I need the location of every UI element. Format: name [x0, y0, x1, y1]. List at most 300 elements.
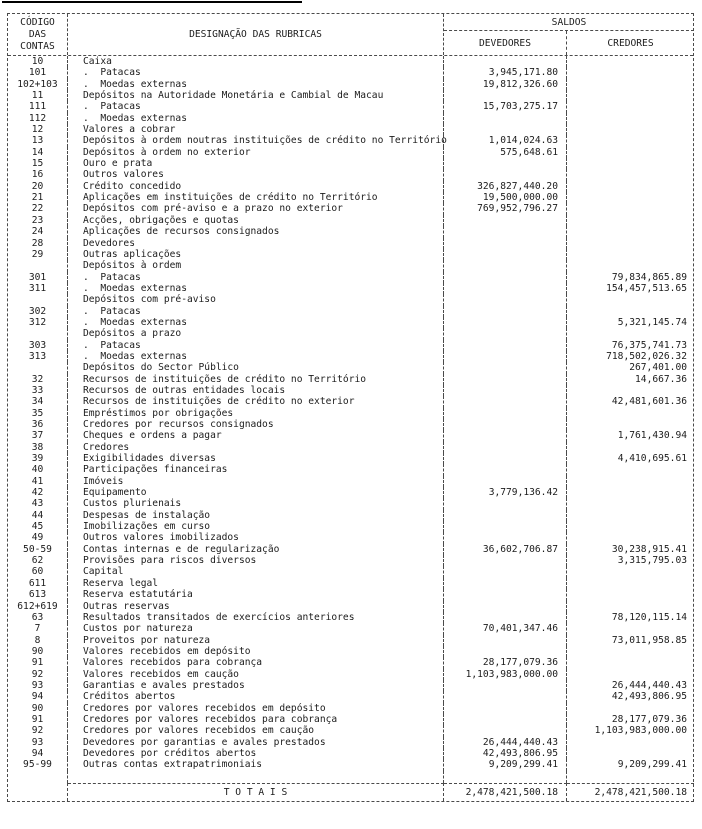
devedores-cell	[444, 419, 567, 430]
account-code-cell: 111	[8, 101, 68, 112]
table-row	[8, 385, 693, 396]
totals-devedores: 2,478,421,500.18	[444, 783, 567, 801]
table-row	[8, 737, 693, 748]
table-row	[8, 374, 693, 385]
account-code-cell: 15	[8, 158, 68, 169]
table-row	[8, 283, 693, 294]
devedores-cell	[444, 601, 567, 612]
designation-cell: Capital	[68, 566, 444, 577]
account-code-cell	[8, 362, 68, 373]
account-code-cell: 90	[8, 646, 68, 657]
account-code-cell: 12	[8, 124, 68, 135]
devedores-cell	[444, 351, 567, 362]
devedores-cell: 326,827,440.20	[444, 181, 567, 192]
credores-cell	[567, 487, 694, 498]
designation-cell: Imóveis	[68, 476, 444, 487]
credores-cell	[567, 498, 694, 509]
account-code-cell: 8	[8, 635, 68, 646]
devedores-cell	[444, 340, 567, 351]
credores-cell	[567, 601, 694, 612]
account-code-cell: 62	[8, 555, 68, 566]
column-header-saldos	[444, 14, 694, 55]
account-code-cell: 613	[8, 589, 68, 600]
devedores-cell: 19,500,000.00	[444, 192, 567, 203]
designation-cell: Depósitos na Autoridade Monetária e Cambial de Macau	[68, 90, 444, 101]
column-header-code-line: CONTAS	[20, 41, 55, 52]
credores-cell: 3,315,795.03	[617, 555, 687, 567]
devedores-cell	[444, 703, 567, 714]
table-row	[8, 306, 693, 317]
account-code-cell: 13	[8, 135, 68, 146]
designation-cell: Credores	[68, 442, 444, 453]
credores-cell: 718,502,026.32	[606, 350, 687, 362]
table-row	[8, 362, 693, 373]
table-row	[8, 79, 693, 90]
designation-cell: Outras aplicações	[68, 249, 444, 260]
designation-cell: Credores por valores recebidos em depósito	[68, 703, 444, 714]
credores-cell	[567, 249, 694, 260]
credores-cell	[567, 510, 694, 521]
credores-cell	[567, 113, 694, 124]
designation-cell: . Patacas	[68, 306, 444, 317]
account-code-cell: 39	[8, 453, 68, 464]
designation-cell: Depósitos à ordem no exterior	[68, 147, 444, 158]
account-code-cell: 301	[8, 272, 68, 283]
table-row	[8, 408, 693, 419]
credores-cell	[567, 306, 694, 317]
devedores-cell	[444, 430, 567, 441]
credores-cell	[567, 703, 694, 714]
designation-cell: Outras reservas	[68, 601, 444, 612]
table-row	[8, 510, 693, 521]
devedores-cell: 70,401,347.46	[444, 623, 567, 634]
designation-cell: Proveitos por natureza	[68, 635, 444, 646]
account-code-cell: 302	[8, 306, 68, 317]
designation-cell: Depósitos a prazo	[68, 328, 444, 339]
designation-cell: Garantias e avales prestados	[68, 680, 444, 691]
devedores-cell	[444, 555, 567, 566]
devedores-cell: 1,103,983,000.00	[444, 669, 567, 680]
credores-cell	[567, 135, 694, 146]
devedores-cell	[444, 385, 567, 396]
credores-cell: 1,103,983,000.00	[594, 725, 687, 737]
account-code-cell: 49	[8, 532, 68, 543]
devedores-cell	[444, 90, 567, 101]
designation-cell: Empréstimos por obrigações	[68, 408, 444, 419]
table-row	[8, 476, 693, 487]
table-row	[8, 158, 693, 169]
table-row	[8, 714, 693, 725]
devedores-cell	[444, 328, 567, 339]
designation-cell: Provisões para riscos diversos	[68, 555, 444, 566]
account-code-cell: 44	[8, 510, 68, 521]
account-code-cell: 92	[8, 725, 68, 736]
designation-cell: . Patacas	[68, 101, 444, 112]
designation-cell: Resultados transitados de exercícios anteriores	[68, 612, 444, 623]
designation-cell: . Moedas externas	[68, 283, 444, 294]
designation-cell: Devedores	[68, 238, 444, 249]
account-code-cell: 45	[8, 521, 68, 532]
designation-cell: . Moedas externas	[68, 79, 444, 90]
credores-cell	[567, 226, 694, 237]
designation-cell: Crédito concedido	[68, 181, 444, 192]
account-code-cell	[8, 294, 68, 305]
devedores-cell	[444, 578, 567, 589]
devedores-cell	[444, 374, 567, 385]
devedores-cell	[444, 260, 567, 271]
devedores-cell	[444, 317, 567, 328]
totals-row	[8, 783, 693, 801]
account-code-cell	[8, 328, 68, 339]
account-code-cell: 112	[8, 113, 68, 124]
credores-cell	[567, 181, 694, 192]
credores-cell: 154,457,513.65	[606, 282, 687, 294]
table-row	[8, 67, 693, 78]
credores-cell: 78,120,115.14	[611, 611, 687, 623]
credores-cell	[567, 408, 694, 419]
table-row	[8, 328, 693, 339]
credores-cell: 28,177,079.36	[611, 713, 687, 725]
devedores-cell	[444, 589, 567, 600]
table-row	[8, 498, 693, 509]
column-header-code	[8, 14, 68, 55]
designation-cell: Depósitos à ordem	[68, 260, 444, 271]
credores-cell	[567, 101, 694, 112]
account-code-cell: 612+619	[8, 601, 68, 612]
credores-cell	[567, 294, 694, 305]
designation-cell: Credores por valores recebidos para cobrança	[68, 714, 444, 725]
account-code-cell: 93	[8, 680, 68, 691]
column-header-code-line: CÓDIGO	[20, 17, 55, 28]
account-code-cell: 24	[8, 226, 68, 237]
devedores-cell	[444, 510, 567, 521]
devedores-cell	[444, 498, 567, 509]
table-row	[8, 113, 693, 124]
table-row	[8, 90, 693, 101]
designation-cell: Ouro e prata	[68, 158, 444, 169]
table-row	[8, 226, 693, 237]
designation-cell: Aplicações de recursos consignados	[68, 226, 444, 237]
designation-cell: Participações financeiras	[68, 464, 444, 475]
designation-cell: Depósitos do Sector Público	[68, 362, 444, 373]
account-code-cell: 42	[8, 487, 68, 498]
credores-cell: 14,667.36	[635, 373, 687, 385]
table-row	[8, 657, 693, 668]
table-body	[8, 56, 693, 771]
credores-cell: 42,493,806.95	[611, 691, 687, 703]
designation-cell: Credores por valores recebidos em caução	[68, 725, 444, 736]
devedores-cell: 9,209,299.41	[444, 759, 567, 770]
table-row	[8, 215, 693, 226]
account-code-cell: 312	[8, 317, 68, 328]
designation-cell: Devedores por créditos abertos	[68, 748, 444, 759]
account-code-cell: 32	[8, 374, 68, 385]
devedores-cell: 42,493,806.95	[444, 748, 567, 759]
account-code-cell: 91	[8, 657, 68, 668]
devedores-cell	[444, 362, 567, 373]
devedores-cell	[444, 521, 567, 532]
table-row	[8, 124, 693, 135]
devedores-cell	[444, 238, 567, 249]
designation-cell: . Patacas	[68, 67, 444, 78]
devedores-cell	[444, 691, 567, 702]
table-row	[8, 680, 693, 691]
devedores-cell	[444, 56, 567, 67]
saldos-group-label: SALDOS	[444, 14, 694, 31]
designation-cell: . Moedas externas	[68, 113, 444, 124]
designation-cell: Equipamento	[68, 487, 444, 498]
table-row	[8, 396, 693, 407]
table-row	[8, 725, 693, 736]
credores-cell	[567, 79, 694, 90]
balance-table	[7, 13, 694, 802]
designation-cell: Imobilizações em curso	[68, 521, 444, 532]
column-header-designation: DESIGNAÇÃO DAS RUBRICAS	[68, 14, 444, 55]
credores-cell	[567, 476, 694, 487]
credores-cell	[567, 578, 694, 589]
account-code-cell: 10	[8, 56, 68, 67]
table-row	[8, 203, 693, 214]
table-row	[8, 623, 693, 634]
devedores-cell	[444, 646, 567, 657]
table-row	[8, 612, 693, 623]
devedores-cell	[444, 680, 567, 691]
account-code-cell: 41	[8, 476, 68, 487]
account-code-cell: 43	[8, 498, 68, 509]
table-row	[8, 419, 693, 430]
credores-cell	[567, 521, 694, 532]
account-code-cell: 37	[8, 430, 68, 441]
devedores-cell	[444, 442, 567, 453]
designation-cell: Reserva estatutária	[68, 589, 444, 600]
designation-cell: . Moedas externas	[68, 351, 444, 362]
devedores-cell: 26,444,440.43	[444, 737, 567, 748]
account-code-cell: 94	[8, 691, 68, 702]
table-row	[8, 589, 693, 600]
table-row	[8, 748, 693, 759]
credores-cell	[567, 532, 694, 543]
table-row	[8, 544, 693, 555]
account-code-cell: 93	[8, 737, 68, 748]
credores-cell: 1,761,430.94	[617, 430, 687, 442]
account-code-cell: 311	[8, 283, 68, 294]
totals-credores: 2,478,421,500.18	[567, 783, 694, 801]
credores-cell	[567, 419, 694, 430]
credores-cell: 42,481,601.36	[611, 396, 687, 408]
designation-cell: Contas internas e de regularização	[68, 544, 444, 555]
credores-cell	[567, 464, 694, 475]
account-code-cell: 16	[8, 169, 68, 180]
credores-cell: 26,444,440.43	[611, 679, 687, 691]
account-code-cell: 35	[8, 408, 68, 419]
account-code-cell: 60	[8, 566, 68, 577]
account-code-cell: 91	[8, 714, 68, 725]
table-row	[8, 340, 693, 351]
devedores-cell	[444, 226, 567, 237]
table-row	[8, 532, 693, 543]
designation-cell: Aplicações em instituições de crédito no Território	[68, 192, 444, 203]
column-header-devedores: DEVEDORES	[444, 31, 567, 55]
devedores-cell	[444, 158, 567, 169]
credores-cell	[567, 623, 694, 634]
devedores-cell	[444, 408, 567, 419]
table-row	[8, 464, 693, 475]
devedores-cell: 19,812,326.60	[444, 79, 567, 90]
table-row	[8, 135, 693, 146]
designation-cell: Créditos abertos	[68, 691, 444, 702]
designation-cell: Outros valores imobilizados	[68, 532, 444, 543]
table-row	[8, 147, 693, 158]
designation-cell: Custos por natureza	[68, 623, 444, 634]
credores-cell: 73,011,958.85	[611, 634, 687, 646]
devedores-cell: 36,602,706.87	[444, 544, 567, 555]
account-code-cell: 92	[8, 669, 68, 680]
account-code-cell: 33	[8, 385, 68, 396]
designation-cell: Valores recebidos para cobrança	[68, 657, 444, 668]
devedores-cell	[444, 725, 567, 736]
table-row	[8, 317, 693, 328]
table-row	[8, 566, 693, 577]
account-code-cell: 11	[8, 90, 68, 101]
table-row	[8, 578, 693, 589]
credores-cell	[567, 147, 694, 158]
devedores-cell: 1,014,024.63	[444, 135, 567, 146]
designation-cell: Recursos de outras entidades locais	[68, 385, 444, 396]
table-row	[8, 169, 693, 180]
table-row	[8, 635, 693, 646]
devedores-cell	[444, 532, 567, 543]
account-code-cell: 34	[8, 396, 68, 407]
credores-cell: 5,321,145.74	[617, 316, 687, 328]
account-code-cell: 50-59	[8, 544, 68, 555]
devedores-cell	[444, 566, 567, 577]
totals-code-cell	[8, 783, 68, 801]
account-code-cell: 28	[8, 238, 68, 249]
devedores-cell: 15,703,275.17	[444, 101, 567, 112]
designation-cell: Caixa	[68, 56, 444, 67]
designation-cell: Credores por recursos consignados	[68, 419, 444, 430]
credores-cell: 9,209,299.41	[617, 759, 687, 771]
credores-cell	[567, 385, 694, 396]
designation-cell: Recursos de instituições de crédito no exterior	[68, 396, 444, 407]
devedores-cell	[444, 453, 567, 464]
credores-cell	[567, 90, 694, 101]
table-header	[8, 14, 693, 56]
table-row	[8, 521, 693, 532]
devedores-cell	[444, 464, 567, 475]
table-row	[8, 181, 693, 192]
table-row	[8, 101, 693, 112]
devedores-cell	[444, 215, 567, 226]
devedores-cell	[444, 283, 567, 294]
account-code-cell: 23	[8, 215, 68, 226]
credores-cell	[567, 124, 694, 135]
table-row	[8, 192, 693, 203]
table-row	[8, 272, 693, 283]
designation-cell: Depósitos com pré-aviso e a prazo no exterior	[68, 203, 444, 214]
designation-cell: Valores a cobrar	[68, 124, 444, 135]
credores-cell: 4,410,695.61	[617, 453, 687, 465]
account-code-cell: 101	[8, 67, 68, 78]
credores-cell	[567, 203, 694, 214]
designation-cell: Custos plurienais	[68, 498, 444, 509]
account-code-cell: 63	[8, 612, 68, 623]
designation-cell: Valores recebidos em depósito	[68, 646, 444, 657]
table-row	[8, 691, 693, 702]
account-code-cell: 303	[8, 340, 68, 351]
credores-cell	[567, 169, 694, 180]
credores-cell	[567, 566, 694, 577]
table-row	[8, 453, 693, 464]
devedores-cell: 3,779,136.42	[444, 487, 567, 498]
table-row	[8, 487, 693, 498]
devedores-cell	[444, 396, 567, 407]
account-code-cell: 38	[8, 442, 68, 453]
account-code-cell: 94	[8, 748, 68, 759]
table-row	[8, 260, 693, 271]
table-row	[8, 669, 693, 680]
account-code-cell: 20	[8, 181, 68, 192]
account-code-cell: 611	[8, 578, 68, 589]
credores-cell	[567, 442, 694, 453]
account-code-cell: 40	[8, 464, 68, 475]
designation-cell: Outras contas extrapatrimoniais	[68, 759, 444, 770]
table-row	[8, 555, 693, 566]
account-code-cell: 90	[8, 703, 68, 714]
devedores-cell	[444, 635, 567, 646]
designation-cell: Valores recebidos em caução	[68, 669, 444, 680]
credores-cell	[567, 238, 694, 249]
account-code-cell: 313	[8, 351, 68, 362]
designation-cell: Cheques e ordens a pagar	[68, 430, 444, 441]
designation-cell: . Moedas externas	[68, 317, 444, 328]
credores-cell: 30,238,915.41	[611, 543, 687, 555]
account-code-cell: 21	[8, 192, 68, 203]
designation-cell: Devedores por garantias e avales prestados	[68, 737, 444, 748]
devedores-cell	[444, 612, 567, 623]
devedores-cell	[444, 113, 567, 124]
devedores-cell	[444, 272, 567, 283]
credores-cell: 267,401.00	[629, 362, 687, 374]
devedores-cell	[444, 169, 567, 180]
designation-cell: Exigibilidades diversas	[68, 453, 444, 464]
designation-cell: Outros valores	[68, 169, 444, 180]
devedores-cell	[444, 124, 567, 135]
devedores-cell: 28,177,079.36	[444, 657, 567, 668]
table-row	[8, 442, 693, 453]
credores-cell	[567, 748, 694, 759]
account-code-cell	[8, 260, 68, 271]
devedores-cell	[444, 306, 567, 317]
table-row	[8, 56, 693, 67]
account-code-cell: 95-99	[8, 759, 68, 770]
designation-cell: Reserva legal	[68, 578, 444, 589]
designation-cell: Depósitos com pré-aviso	[68, 294, 444, 305]
designation-cell: . Patacas	[68, 272, 444, 283]
table-row	[8, 703, 693, 714]
credores-cell	[567, 328, 694, 339]
scan-edge-artifact	[2, 1, 302, 3]
devedores-cell	[444, 476, 567, 487]
account-code-cell: 7	[8, 623, 68, 634]
credores-cell	[567, 67, 694, 78]
credores-cell	[567, 56, 694, 67]
credores-cell	[567, 737, 694, 748]
devedores-cell	[444, 294, 567, 305]
table-row	[8, 759, 693, 770]
credores-cell	[567, 192, 694, 203]
account-code-cell: 22	[8, 203, 68, 214]
